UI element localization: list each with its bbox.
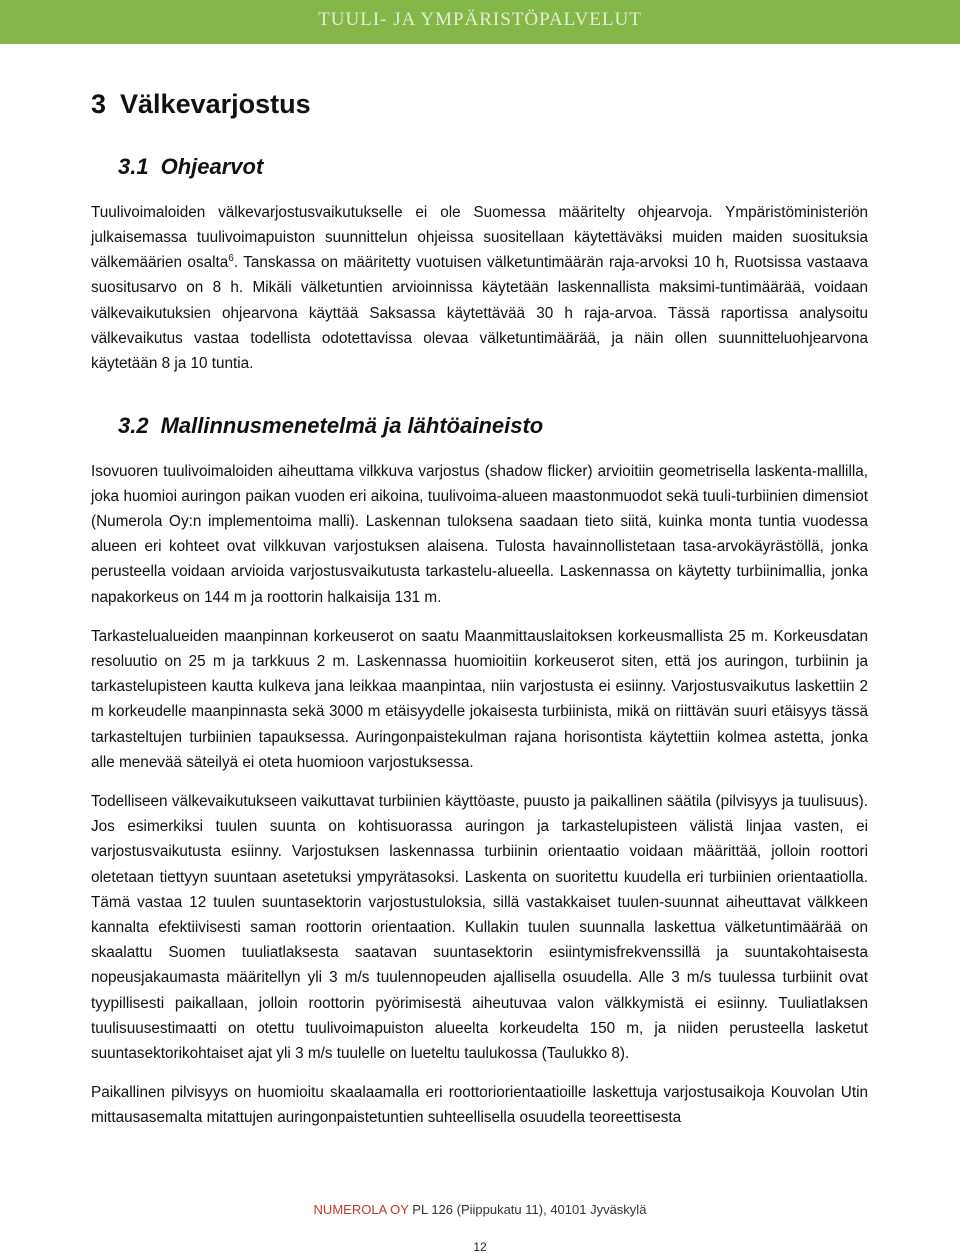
footer-company: NUMEROLA OY [313,1202,409,1217]
section-3-1-paragraph [91,200,868,376]
page-number: 12 [473,1240,487,1254]
section-3-2-paragraph-2: Tarkastelualueiden maanpinnan korkeuserot on saatu Maanmittauslaitoksen korkeusmallista 25 m. Korkeusdatan resoluutio on 25 m ja tarkkuus 2 m. Laskennassa huomioitiin korkeuserot siten, että jos auringon, turbiinin ja tarkastelupisteen kautta kulkeva jana leikkaa maanpintaa, niin varjostusta ei esiinny. Varjostusvaikutus laskettiin 2 m korkeudelle maanpinnasta sekä 3000 m etäisyydelle jokaisesta turbiinista, mikä on riittävän suuri etäisyys tässä tarkasteltujen turbiinien tapauksessa. Auringonpaistekulman rajana horisontista käytettiin kolmea astetta, jonka alle menevää säteilyä ei oteta huomioon varjostuksessa. [91,627,868,771]
section-3-2-heading [91,413,868,439]
paragraph-text: . Tanskassa on määritetty vuotuisen välketuntimäärän raja-arvoksi 10 h, Ruotsissa vastaava suositusarvo on 8 h. Mikäli välketuntien arvioinnissa käytetään laskennallista maksimi-tuntimäärää, voidaan välkevaikutuksien ohjearvona käyttää Saksassa käytettävää 30 h raja-arvoa. Tässä raportissa analysoitu välkevaikutus vastaa todellista odotettavissa olevaa välketuntimäärää, ja näin ollen suunnitteluohjearvona käytetään 8 ja 10 tuntia. [91,254,869,372]
document-body [91,88,868,1131]
paragraph-text: Tuulivoimaloiden välkevarjostusvaikutukselle ei ole Suomessa määritelty ohjearvoja. Ympäristöministeriön julkaisemassa tuulivoimapuiston suunnittelun ohjeissa suositellaan käytettäväksi muiden maiden suosituksia välkemäärien osalta [91,203,868,272]
section-3-number: 3 [91,89,107,119]
section-3-title: Välkevarjostus [120,89,311,119]
section-3-2-paragraph-4: Paikallinen pilvisyys on huomioitu skaalaamalla eri roottoriorientaatioille laskettuja varjostusaikoja Kouvolan Utin mittausasemalta mitattujen auringonpaistetuntien suhteellisella osuudella teoreettisesta [91,1084,868,1127]
section-3-1-number: 3.1 [118,154,149,180]
section-3-2-number: 3.2 [118,413,149,439]
section-3-heading [91,88,868,120]
footer-address: PL 126 (Piippukatu 11), 40101 Jyväskylä [408,1202,647,1217]
section-3-2-paragraph-3: Todelliseen välkevaikutukseen vaikuttavat turbiinien käyttöaste, puusto ja paikallinen säätila (pilvisyys ja tuulisuus). Jos esimerkiksi tuulen suunta on kohtisuorassa auringon ja tarkastelupisteen välistä linjaa vasten, ei varjostusvaikutusta esiinny. Varjostuksen laskennassa turbiinin orientaatio voidaan määrittää, jolloin roottori oletetaan tiettyyn suuntaan asetetuksi ympyrätasoksi. Laskenta on suoritettu kuudella eri turbiinien orientaatiolla. Tämä vastaa 12 tuulen suuntasektorin varjostustuloksia, sillä vastakkaiset tuulen-suunnat aiheuttavat välkkeen kannalta efektiivisesti saman roottorin orientaation. Kullakin tuulen suunnalla laskettua välketuntimäärää on skaalattu Suomen tuuliatlaksesta saatavan suuntasektorin esiintymisfrekvenssillä ja suuntakohtaisesta nopeusjakaumasta määritellyn yli 3 m/s tuulennopeuden ajallisella osuudella. Alle 3 m/s tuulessa turbiinit ovat tyypillisesti paikallaan, jolloin roottorin pyörimisestä aiheutuvaa valon välkkymistä ei esiinny. Tuuliatlaksen tuulisuusestimaatti on otettu tuulivoimapuiston alueelta korkeudelta 150 m, ja niiden perusteella lasketut suuntasektorikohtaiset ajat yli 3 m/s tuulelle on lueteltu taulukossa (Taulukko 8). [91,793,868,1063]
header-bar [0,0,960,44]
header-title: TUULI- JA YMPÄRISTÖPALVELUT [318,9,642,30]
section-3-2-title: Mallinnusmenetelmä ja lähtöaineisto [160,413,544,439]
section-3-1-heading [91,154,868,180]
section-3-1-title: Ohjearvot [160,154,264,180]
section-3-2-paragraph-1: Isovuoren tuulivoimaloiden aiheuttama vilkkuva varjostus (shadow flicker) arvioitiin geometrisella laskenta-mallilla, joka huomioi auringon paikan vuoden eri aikoina, tuulivoima-alueen maastonmuodot sekä tuuli-turbiinien dimensiot (Numerola Oy:n implementoima malli). Laskennan tuloksena saadaan tieto siitä, kuinka monta tuntia vuodessa alueen eri kohteet ovat vilkkuvan varjostuksen alaisena. Tulosta havainnollistetaan tasa-arvokäyrästöllä, jonka perusteella voidaan arvioida varjostusvaikutusta tarkastelu-alueella. Laskennassa on käytetty turbiinimallia, jonka napakorkeus on 144 m ja roottorin halkaisija 131 m. [91,462,868,606]
footer [0,1202,960,1217]
footnote-ref: 6 [228,253,234,265]
